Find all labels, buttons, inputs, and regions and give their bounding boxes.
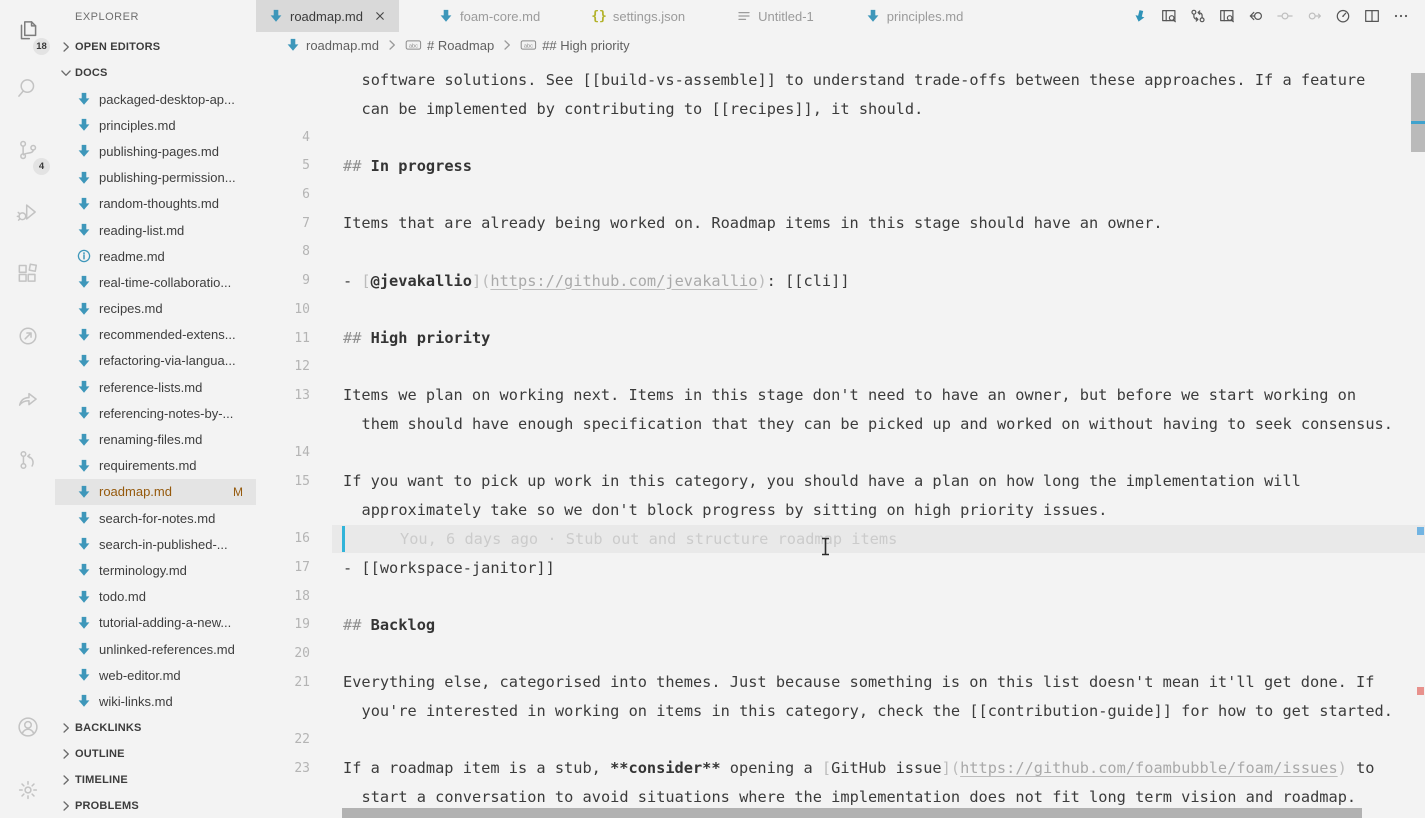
split-editor-icon[interactable] <box>1364 8 1380 24</box>
file-item-real-time-collaboratio[interactable] <box>55 269 256 295</box>
file-label: real-time-collaboratio... <box>99 274 232 290</box>
code-text: ]( <box>941 759 961 778</box>
line-number: 12 <box>294 359 310 375</box>
search-icon <box>15 75 41 101</box>
editor[interactable] <box>256 58 1425 818</box>
markdown-icon <box>268 8 284 24</box>
code-text: start a conversation to avoid situations where the implementation does not fit long term vision and roadmap. <box>361 788 1357 807</box>
line-number: 11 <box>294 330 310 346</box>
code-text: ]( <box>471 271 491 290</box>
editor-line[interactable] <box>256 66 1425 95</box>
markdown-icon <box>76 432 92 448</box>
tab-foam-core.md[interactable] <box>426 0 552 32</box>
line-content <box>332 410 1425 439</box>
file-item-publishing-pages.md[interactable] <box>55 138 256 164</box>
markdown-icon <box>76 196 92 212</box>
line-number: 7 <box>302 215 310 231</box>
markdown-preview-icon[interactable] <box>1132 8 1148 24</box>
code-text: [ <box>821 759 832 778</box>
line-content <box>332 697 1425 726</box>
line-number: 9 <box>302 273 310 289</box>
line-content <box>332 639 1425 668</box>
editor-line[interactable] <box>256 94 1425 123</box>
file-item-wiki-links.md[interactable] <box>55 688 256 714</box>
file-label: reading-list.md <box>99 222 185 238</box>
chevron-right-icon <box>58 39 74 55</box>
modified-badge: M <box>233 484 243 499</box>
share-icon <box>15 385 41 411</box>
markdown-icon <box>76 379 92 395</box>
editor-line[interactable] <box>256 496 1425 525</box>
file-item-tutorial-adding-a-new[interactable] <box>55 610 256 636</box>
line-number: 8 <box>302 244 310 260</box>
breadcrumb-segment[interactable]: ## High priority <box>542 37 630 53</box>
editor-line[interactable] <box>256 611 1425 640</box>
code-text: **consider** <box>610 759 721 778</box>
section-problems[interactable] <box>55 793 256 818</box>
markdown-icon <box>76 274 92 290</box>
file-label: requirements.md <box>99 458 197 474</box>
editor-line-current[interactable] <box>256 525 1425 554</box>
line-content <box>332 754 1425 783</box>
line-content <box>332 180 1425 209</box>
editor-line[interactable] <box>256 266 1425 295</box>
file-item-unlinked-references.md[interactable] <box>55 636 256 662</box>
file-item-random-thoughts.md[interactable] <box>55 191 256 217</box>
open-preview-side-icon[interactable] <box>1161 8 1177 24</box>
activity-git-graph-button[interactable] <box>7 438 48 482</box>
editor-line[interactable] <box>256 58 1425 66</box>
overview-ruler-cursor-marker <box>1417 527 1424 535</box>
code-text: If a roadmap item is a stub, <box>343 759 611 778</box>
markdown-icon <box>76 222 92 238</box>
chevron-right-icon <box>58 798 74 814</box>
file-item-recommended-extens[interactable] <box>55 322 256 348</box>
editor-line[interactable] <box>256 238 1425 267</box>
activity-badge: 4 <box>33 158 50 175</box>
file-label: readme.md <box>99 248 165 264</box>
code-text: to <box>1346 759 1375 778</box>
run-debug-icon <box>15 199 41 225</box>
editor-line[interactable] <box>256 410 1425 439</box>
chevron-down-icon <box>58 65 74 81</box>
code-text: ## <box>343 329 371 348</box>
link-url: https://github.com/jevakallio <box>490 271 758 290</box>
markdown-icon <box>76 353 92 369</box>
file-label: referencing-notes-by-... <box>99 405 234 421</box>
editor-line[interactable] <box>256 324 1425 353</box>
markdown-icon <box>76 589 92 605</box>
section-label: TIMELINE <box>75 773 128 786</box>
json-icon: {} <box>591 8 607 24</box>
markdown-icon <box>76 510 92 526</box>
sidebar-title: EXPLORER <box>75 11 139 23</box>
code-text: : <box>766 271 786 290</box>
markdown-file-icon <box>285 37 301 53</box>
file-label: unlinked-references.md <box>99 641 235 657</box>
markdown-icon <box>438 8 454 24</box>
file-item-renaming-files.md[interactable] <box>55 426 256 452</box>
plaintext-icon <box>736 8 752 24</box>
activity-badge: 18 <box>33 38 50 55</box>
link-url: https://github.com/foambubble/foam/issues <box>960 759 1338 778</box>
code-text: ## <box>343 156 371 175</box>
code-text: Items that are already being worked on. Roadmap items in this stage should have an owner. <box>343 214 1163 233</box>
code-text: Backlog <box>370 615 436 634</box>
tab-principles.md[interactable] <box>853 0 976 32</box>
code-text: @jevakallio <box>370 271 472 290</box>
line-number: 14 <box>294 445 310 461</box>
line-content <box>332 94 1425 123</box>
editor-line[interactable] <box>256 352 1425 381</box>
markdown-icon <box>76 615 92 631</box>
activity-explorer-button[interactable] <box>7 8 48 52</box>
file-label: todo.md <box>99 589 146 605</box>
explorer-sidebar <box>55 0 256 818</box>
line-content <box>332 611 1425 640</box>
editor-line[interactable] <box>256 668 1425 697</box>
editor-line[interactable] <box>256 381 1425 410</box>
activity-file-history-button[interactable] <box>7 314 48 358</box>
line-number: 10 <box>294 301 310 317</box>
markdown-icon <box>76 536 92 552</box>
blame-annotation: You, 6 days ago · Stub out and structure roadmap items <box>400 529 898 548</box>
file-history-icon <box>15 323 41 349</box>
code-text: High priority <box>370 329 491 348</box>
section-open-editors[interactable]: OPEN EDITORS <box>55 34 256 60</box>
code-text: them should have enough specification that they can be picked up and worked on without having to seek consensus. <box>361 415 1393 434</box>
activity-bar <box>0 0 55 818</box>
file-label: terminology.md <box>99 562 187 578</box>
file-label: recipes.md <box>99 301 163 317</box>
activity-search-button[interactable] <box>7 66 48 110</box>
horizontal-scrollbar[interactable] <box>342 808 1362 818</box>
file-item-todo.md[interactable] <box>55 584 256 610</box>
file-label: publishing-permission... <box>99 170 236 186</box>
tab-label: settings.json <box>612 8 686 24</box>
markdown-icon <box>76 458 92 474</box>
file-item-web-editor.md[interactable] <box>55 662 256 688</box>
code-text: ) <box>1337 759 1347 778</box>
file-label: roadmap.md <box>99 484 172 500</box>
line-number: 22 <box>294 732 310 748</box>
line-number: 15 <box>294 473 310 489</box>
line-content <box>332 66 1425 95</box>
chevron-right-icon <box>58 772 74 788</box>
editor-line[interactable] <box>256 754 1425 783</box>
markdown-icon <box>76 170 92 186</box>
overview-ruler-warning-marker <box>1417 687 1424 695</box>
section-label: OUTLINE <box>75 747 125 760</box>
line-content <box>332 324 1425 353</box>
markdown-icon <box>76 143 92 159</box>
tab-Untitled-1[interactable] <box>724 0 826 32</box>
file-item-search-in-published-[interactable] <box>55 531 256 557</box>
line-content <box>332 295 1425 324</box>
code-text: [[cli]] <box>785 271 850 290</box>
code-text: GitHub issue <box>831 759 942 778</box>
editor-line[interactable] <box>256 582 1425 611</box>
editor-line[interactable] <box>256 553 1425 582</box>
previous-change-icon <box>1277 8 1293 24</box>
chevron-right-icon <box>499 37 515 53</box>
section-timeline[interactable] <box>55 767 256 793</box>
extensions-icon <box>15 261 41 287</box>
editor-line[interactable] <box>256 209 1425 238</box>
line-content <box>332 238 1425 267</box>
line-content <box>332 209 1425 238</box>
next-change-icon <box>1306 8 1322 24</box>
compare-changes-icon[interactable] <box>1190 8 1206 24</box>
code-text: - <box>343 271 362 290</box>
code-text: In progress <box>370 156 472 175</box>
line-content <box>332 381 1425 410</box>
line-number: 23 <box>294 760 310 776</box>
svg-text:abc: abc <box>408 43 418 50</box>
tab-label: principles.md <box>886 8 964 24</box>
tab-settings.json[interactable] <box>579 0 697 32</box>
line-number: 6 <box>302 187 310 203</box>
section-outline[interactable] <box>55 741 256 767</box>
code-text: approximately take so we don't block progress by sitting on high priority issues. <box>361 501 1108 520</box>
file-item-refactoring-via-langua[interactable] <box>55 348 256 374</box>
file-label: reference-lists.md <box>99 379 203 395</box>
line-content <box>332 438 1425 467</box>
info-icon <box>76 248 92 264</box>
file-item-reading-list.md[interactable] <box>55 217 256 243</box>
activity-accounts-button[interactable] <box>7 705 48 749</box>
editor-line[interactable] <box>256 152 1425 181</box>
breadcrumb <box>256 32 1425 58</box>
section-docs[interactable]: DOCS <box>55 60 256 86</box>
markdown-icon <box>76 641 92 657</box>
code-text: Everything else, categorised into themes. Just because something is on this list doesn't mean it'll get done. If <box>343 673 1375 692</box>
editor-group <box>256 0 1425 818</box>
tab-bar <box>256 0 1425 32</box>
tab-label: roadmap.md <box>290 8 363 24</box>
editor-line[interactable] <box>256 725 1425 754</box>
line-content <box>332 668 1425 697</box>
text-cursor <box>342 526 345 552</box>
code-text: - [[workspace-janitor]] <box>343 558 555 577</box>
editor-line[interactable] <box>256 438 1425 467</box>
code-text: ) <box>757 271 767 290</box>
line-number: 13 <box>294 387 310 403</box>
file-label: search-in-published-... <box>99 536 228 552</box>
line-content <box>332 123 1425 152</box>
activity-share-button[interactable] <box>7 376 48 420</box>
line-number: 16 <box>294 531 310 547</box>
tab-roadmap.md[interactable] <box>256 0 399 32</box>
open-changes-with-previous-icon[interactable] <box>1248 8 1264 24</box>
line-content <box>332 553 1425 582</box>
file-label: web-editor.md <box>99 667 181 683</box>
close-icon[interactable] <box>373 9 387 23</box>
symbol-string-icon <box>520 37 537 53</box>
line-content <box>332 582 1425 611</box>
overview-visible-range-marker <box>1411 121 1425 124</box>
line-number: 19 <box>294 617 310 633</box>
line-content <box>332 467 1425 496</box>
editor-line[interactable] <box>256 180 1425 209</box>
editor-line[interactable] <box>256 467 1425 496</box>
git-graph-icon <box>15 447 41 473</box>
file-item-publishing-permission[interactable] <box>55 165 256 191</box>
section-backlinks[interactable] <box>55 715 256 741</box>
markdown-icon <box>76 91 92 107</box>
accounts-icon <box>15 714 41 740</box>
breadcrumb-file[interactable]: roadmap.md <box>306 37 379 53</box>
markdown-icon <box>76 693 92 709</box>
chevron-right-icon <box>58 720 74 736</box>
code-text: Items we plan on working next. Items in this stage don't need to have an owner, but before we start working on <box>343 386 1357 405</box>
file-item-packaged-desktop-ap[interactable] <box>55 86 256 112</box>
file-item-reference-lists.md[interactable] <box>55 374 256 400</box>
file-label: random-thoughts.md <box>99 196 219 212</box>
section-label: BACKLINKS <box>75 721 142 734</box>
editor-line[interactable] <box>256 697 1425 726</box>
markdown-icon <box>76 117 92 133</box>
code-text: can be implemented by contributing to [[recipes]], it should. <box>361 99 924 118</box>
chevron-right-icon <box>384 37 400 53</box>
markdown-icon <box>76 405 92 421</box>
line-number: 17 <box>294 560 310 576</box>
open-changes-icon[interactable] <box>1219 8 1235 24</box>
file-label: wiki-links.md <box>99 693 173 709</box>
vertical-scrollbar[interactable] <box>1411 73 1425 152</box>
code-text: If you want to pick up work in this category, you should have a plan on how long the implementation will <box>343 472 1301 491</box>
file-history-icon[interactable] <box>1335 8 1351 24</box>
editor-line[interactable] <box>256 295 1425 324</box>
file-item-terminology.md[interactable] <box>55 557 256 583</box>
editor-line[interactable] <box>256 639 1425 668</box>
activity-settings-button[interactable] <box>7 768 48 812</box>
file-label: packaged-desktop-ap... <box>99 91 235 107</box>
file-label: search-for-notes.md <box>99 510 216 526</box>
activity-run-debug-button[interactable] <box>7 190 48 234</box>
file-label: refactoring-via-langua... <box>99 353 236 369</box>
line-content <box>332 152 1425 181</box>
chevron-right-icon <box>58 746 74 762</box>
file-label: renaming-files.md <box>99 432 203 448</box>
file-item-principles.md[interactable] <box>55 112 256 138</box>
tab-label: Untitled-1 <box>758 8 814 24</box>
markdown-icon <box>76 301 92 317</box>
activity-source-control-button[interactable] <box>7 128 48 172</box>
code-text: you're interested in working on items in this category, check the [[contribution-guide]] for how to get started. <box>361 701 1393 720</box>
file-item-readme.md[interactable] <box>55 243 256 269</box>
file-label: publishing-pages.md <box>99 143 219 159</box>
line-content <box>332 352 1425 381</box>
markdown-icon <box>76 562 92 578</box>
activity-extensions-button[interactable] <box>7 252 48 296</box>
settings-icon <box>15 777 41 803</box>
file-label: principles.md <box>99 117 176 133</box>
line-number: 5 <box>302 158 310 174</box>
line-number: 20 <box>294 646 310 662</box>
symbol-string-icon <box>405 37 422 53</box>
file-item-referencing-notes-by-[interactable] <box>55 400 256 426</box>
file-item-roadmap.md[interactable] <box>55 479 256 505</box>
code-text: software solutions. See [[build-vs-assemble]] to understand trade-offs between these approaches. If a feature <box>361 70 1366 89</box>
file-item-search-for-notes.md[interactable] <box>55 505 256 531</box>
breadcrumb-segment[interactable]: # Roadmap <box>426 37 495 53</box>
file-item-requirements.md[interactable] <box>55 453 256 479</box>
line-content <box>332 525 1425 554</box>
line-number: 4 <box>302 129 310 145</box>
code-text: [ <box>361 271 371 290</box>
markdown-icon <box>865 8 881 24</box>
section-label: PROBLEMS <box>75 799 139 812</box>
line-content <box>332 266 1425 295</box>
markdown-icon <box>76 667 92 683</box>
line-content <box>332 725 1425 754</box>
line-content <box>332 58 1425 66</box>
file-item-recipes.md[interactable] <box>55 296 256 322</box>
line-number: 18 <box>294 588 310 604</box>
more-actions-icon[interactable] <box>1393 8 1409 24</box>
code-text: opening a <box>720 759 822 778</box>
file-label: tutorial-adding-a-new... <box>99 615 232 631</box>
markdown-icon <box>76 484 92 500</box>
markdown-icon <box>76 327 92 343</box>
code-text: ## <box>343 615 371 634</box>
svg-text:abc: abc <box>524 43 534 50</box>
line-number: 21 <box>294 674 310 690</box>
file-label: recommended-extens... <box>99 327 236 343</box>
tab-label: foam-core.md <box>459 8 541 24</box>
line-content <box>332 496 1425 525</box>
editor-line[interactable] <box>256 123 1425 152</box>
